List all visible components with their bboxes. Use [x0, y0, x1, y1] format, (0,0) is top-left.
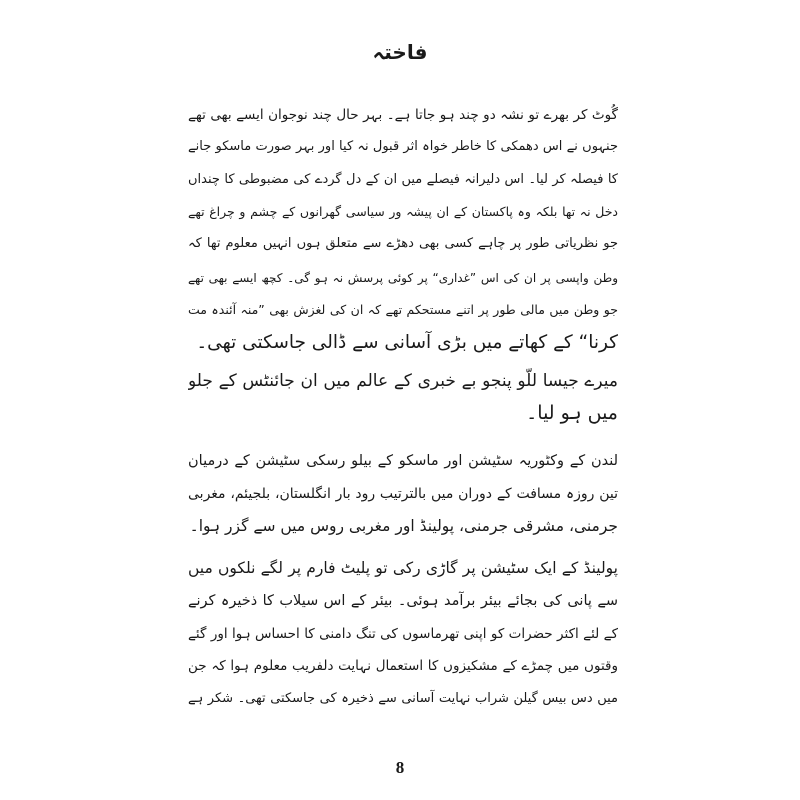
text-line: جو نظریاتی طور پر چاہے کسی بھی دھڑے سے متعلق ہوں انہیں معلوم تھا کہ [188, 236, 618, 251]
text-line: سے پانی کی بجائے بیئر برآمد ہوئی۔ بیئر کے اس سیلاب کا ذخیرہ کرنے [188, 593, 618, 609]
text-line: کا فیصلہ کر لیا۔ اس دلیرانہ فیصلے میں ان کے دل گردے کی مضبوطی کا چنداں [188, 172, 618, 187]
text-line: جنہوں نے اس دھمکی کا خاطر خواہ اثر قبول نہ کیا اور بہر صورت ماسکو جانے [188, 139, 618, 154]
text-line: میں دس بیس گیلن شراب نہایت آسانی سے ذخیرہ کی جاسکتی تھی۔ شکر ہے [188, 691, 618, 706]
text-line: تین روزہ مسافت کے دوران میں بالترتیب رود بار انگلستان، بلجیئم، مغربی [188, 486, 618, 502]
text-line: جو وطن میں مالی طور پر اتنے مستحکم تھے کہ ان کی لغزش بھی ”منہ آئندہ مت [188, 302, 618, 317]
text-line: وقتوں میں چمڑے کے مشکیزوں کا استعمال نہایت دلفریب معلوم ہوا کہ جن [188, 658, 618, 674]
text-line: پولینڈ کے ایک سٹیشن پر گاڑی رکی تو پلیٹ فارم پر لگے نلکوں میں [188, 559, 618, 577]
page-title: فاختہ [372, 40, 428, 64]
text-line: میرے جیسا للّو پنجو بے خبری کے عالم میں ان جائنٹس کے جلو [188, 371, 618, 391]
text-line: لندن کے وکٹوریہ سٹیشن اور ماسکو کے بیلو رسکی سٹیشن کے درمیان [188, 453, 618, 469]
text-line: وطن واپسی پر ان کی اس ”غداری“ پر کوئی پرسش نہ ہو گی۔ کچھ ایسے بھی تھے [188, 271, 618, 285]
text-line: دخل نہ تھا بلکہ وہ پاکستان کے ان پیشہ ور سیاسی گھرانوں کے چشم و چراغ تھے [188, 204, 618, 219]
text-line: جرمنی، مشرقی جرمنی، پولینڈ اور مغربی روس میں سے گزر ہوا۔ [189, 517, 618, 535]
text-line: میں ہو لیا۔ [526, 402, 618, 424]
text-line: کے لئے اکثر حضرات کو اپنی تھرماسوں کی تنگ دامنی کا احساس ہوا اور گئے [188, 626, 618, 642]
page-number: 8 [395, 758, 405, 777]
text-line: گُوٹ کر بھرے تو نشہ دو چند ہو جاتا ہے۔ بہر حال چند نوجوان ایسے بھی تھے [188, 107, 618, 123]
text-line: کرنا“ کے کھاتے میں بڑی آسانی سے ڈالی جاسکتی تھی۔ [196, 332, 618, 353]
